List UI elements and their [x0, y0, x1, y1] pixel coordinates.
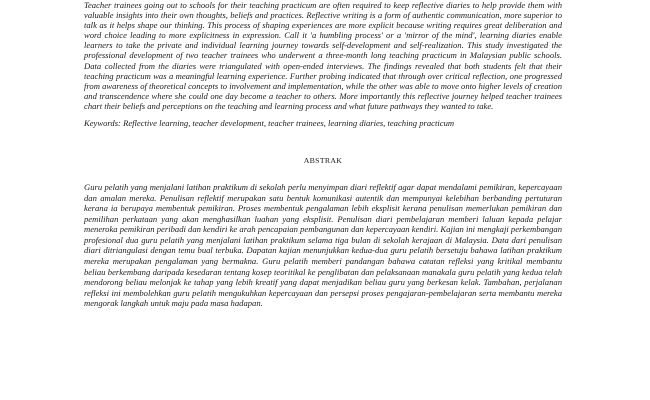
paper-page — [84, 0, 562, 309]
english-abstract: Teacher trainees going out to schools for their teaching practicum are often required to keep reflective diaries to help provide them with valuable insights into their own thoughts, beliefs and practices. Reflective writing is a form of authentic communication, more superior to talk as it helps shape our thinking. This process of shaping experiences are more explicit because writing requires great deliberation and word choice leading to more explicitness in expression. Call it 'a humbling process' or a 'mirror of the mind', learning diaries enable learners to take the private and individual learning journey towards self-development and self-realization. This study investigated the professional development of two teacher trainees who underwent a three-month long teaching practicum in Malaysian public schools. Data collected from the diaries were triangulated with open-ended interviews. The findings revealed that both students felt that their teaching practicum was a meaningful learning experience. Further probing indicated that through over critical reflection, one progressed from awareness of theoretical concepts to involvement and implementation, while the other was able to move onto higher levels of creation and transcendence where she could one day become a teacher to others. More importantly this reflective journey helped teacher trainees chart their beliefs and perceptions on the teaching and learning process and what future pathways they wanted to take. — [84, 0, 562, 111]
abstrak-heading: ABSTRAK — [303, 156, 343, 166]
malay-abstract: Guru pelatih yang menjalani latihan praktikum di sekolah perlu menyimpan diari reflektif agar dapat mendalami pemikiran, kepercayaan dan amalan mereka. Penulisan reflektif merupakan satu bentuk komunikasi autentik dan mempunyai kelebihan berbanding pertuturan kerana ia berupaya membentuk pemikiran. Proses membentuk pengalaman lebih eksplisit kerana penulisan memerlukan pemikiran dan pemilihan perkataan yang akan menghasilkan luahan yang eksplisit. Penulisan diari pembelajaran memberi laluan kepada pelajar meneroka pemikiran peribadi dan kendiri ke arah pencapaian pembangunan dan kepercayaan kendiri. Kajian ini mengkaji perkembangan profesional dua guru pelatih yang menjalani latihan praktikum selama tiga bulan di sekolah kerajaan di Malaysia. Data dari penulisan diari ditriangulasi dengan temu bual terbuka. Dapatan kajian menunjukkan kedua-dua guru pelatih bersetuju bahawa latihan praktikum mereka merupakan pengalaman yang bermakna. Guru pelatih memberi pandangan bahawa catatan refleksi yang kritikal membantu beliau berkembang daripada kesedaran tentang kosep teoritikal ke penglibatan dan pelaksanaan manakala guru pelatih yang kedua telah mendorong beliau melonjak ke tahap yang lebih kreatif yang dapat menjadikan beliau guru yang berkesan kelak. Tambahan, perjalanan refleksi ini membolehkan guru pelatih mengukuhkan kepercayaan dan persepsi proses pengajaran-pembelajaran serta membantu mereka mengorak langkah untuk maju pada masa hadapan. — [84, 182, 562, 309]
keywords-line: Keywords: Reflective learning, teacher development, teacher trainees, learning diaries, teaching practicum — [84, 118, 455, 129]
